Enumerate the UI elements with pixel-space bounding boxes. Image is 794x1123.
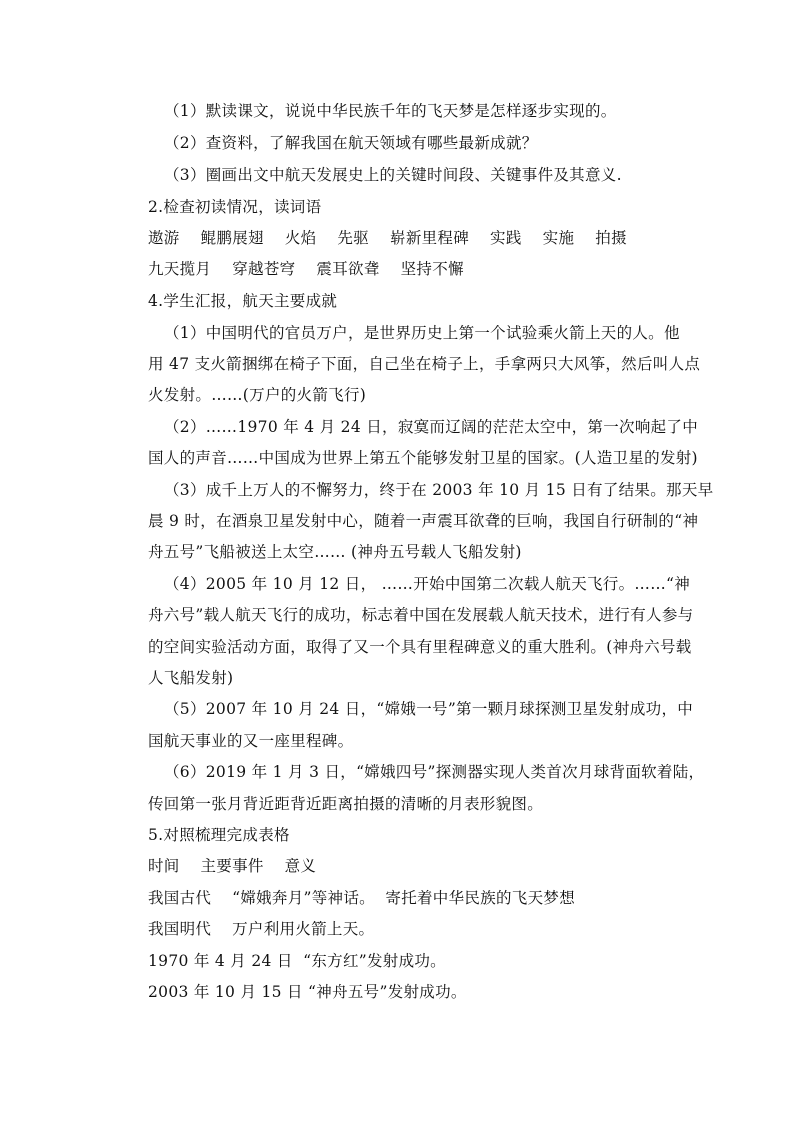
paragraph-line: 舟六号”载人航天飞行的成功，标志着中国在发展载人航天技术，进行有人参与 xyxy=(148,606,694,624)
word-item: 实施 xyxy=(542,229,575,247)
paragraph-line: 舟五号”飞船被送上太空…… (神舟五号载人飞船发射) xyxy=(148,543,522,561)
word-item: 崭新里程碑 xyxy=(390,229,470,247)
paragraph-line: （1）中国明代的官员万户，是世界历史上第一个试验乘火箭上天的人。他 xyxy=(164,324,680,342)
table-row: 1970 年 4 月 24 日 “东方红”发射成功。 xyxy=(148,952,446,970)
word-item: 穿越苍穹 xyxy=(232,260,296,278)
paragraph-line: 国人的声音……中国成为世界上第五个能够发射卫星的国家。(人造卫星的发射) xyxy=(148,449,698,467)
paragraph-line: （4）2005 年 10 月 12 日， ……开始中国第二次载人航天飞行。……“神 xyxy=(164,575,691,593)
paragraph-line: （2）……1970 年 4 月 24 日，寂寞而辽阔的茫茫太空中，第一次响起了中 xyxy=(164,418,699,436)
table-header: 时间 主要事件 意义 xyxy=(148,857,317,875)
word-item: 鲲鹏展翅 xyxy=(200,229,264,247)
word-list-row2 xyxy=(148,259,464,279)
section5-heading: 5.对照梳理完成表格 xyxy=(148,826,290,844)
table-row: 我国古代 “嫦娥奔月”等神话。 寄托着中华民族的飞天梦想 xyxy=(148,889,576,907)
word-item: 坚持不懈 xyxy=(400,260,464,278)
section4-heading: 4.学生汇报，航天主要成就 xyxy=(148,292,338,310)
task-2: （2）查资料，了解我国在航天领域有哪些最新成就？ xyxy=(164,134,538,152)
task-1: （1）默读课文，说说中华民族千年的飞天梦是怎样逐步实现的。 xyxy=(164,102,617,120)
paragraph-line: 火发射。……(万户的火箭飞行) xyxy=(148,386,367,404)
word-list-row1 xyxy=(148,228,627,248)
word-item: 先驱 xyxy=(337,229,370,247)
paragraph-line: 国航天事业的又一座里程碑。 xyxy=(148,732,354,750)
paragraph-line: 人飞船发射) xyxy=(148,669,234,687)
paragraph-line: （3）成千上万人的不懈努力，终于在 2003 年 10 月 15 日有了结果。那天早 xyxy=(164,481,714,499)
paragraph-line: （6）2019 年 1 月 3 日，“嫦娥四号”探测器实现人类首次月球背面软着陆， xyxy=(164,763,705,781)
table-row: 我国明代 万户利用火箭上天。 xyxy=(148,920,375,938)
paragraph-line: 的空间实验活动方面，取得了又一个具有里程碑意义的重大胜利。(神舟六号载 xyxy=(148,638,692,656)
word-item: 火焰 xyxy=(284,229,317,247)
paragraph-line: 用 47 支火箭捆绑在椅子下面，自己坐在椅子上，手拿两只大风筝，然后叫人点 xyxy=(148,355,701,373)
word-item: 震耳欲聋 xyxy=(316,260,380,278)
section2-heading: 2.检查初读情况，读词语 xyxy=(148,198,322,216)
word-item: 遨游 xyxy=(148,229,180,247)
word-item: 九天揽月 xyxy=(148,260,212,278)
paragraph-line: （5）2007 年 10 月 24 日，“嫦娥一号”第一颗月球探测卫星发射成功，中 xyxy=(164,700,694,718)
paragraph-line: 传回第一张月背近距背近距离拍摄的清晰的月表形貌图。 xyxy=(148,795,544,813)
paragraph-line: 晨 9 时，在酒泉卫星发射中心，随着一声震耳欲聋的巨响，我国自行研制的“神 xyxy=(148,512,699,530)
word-item: 实践 xyxy=(490,229,522,247)
task-3: （3）圈画出文中航天发展史上的关键时间段、关键事件及其意义. xyxy=(164,166,622,184)
table-row: 2003 年 10 月 15 日 “神舟五号”发射成功。 xyxy=(148,983,467,1001)
word-item: 拍摄 xyxy=(595,229,627,247)
